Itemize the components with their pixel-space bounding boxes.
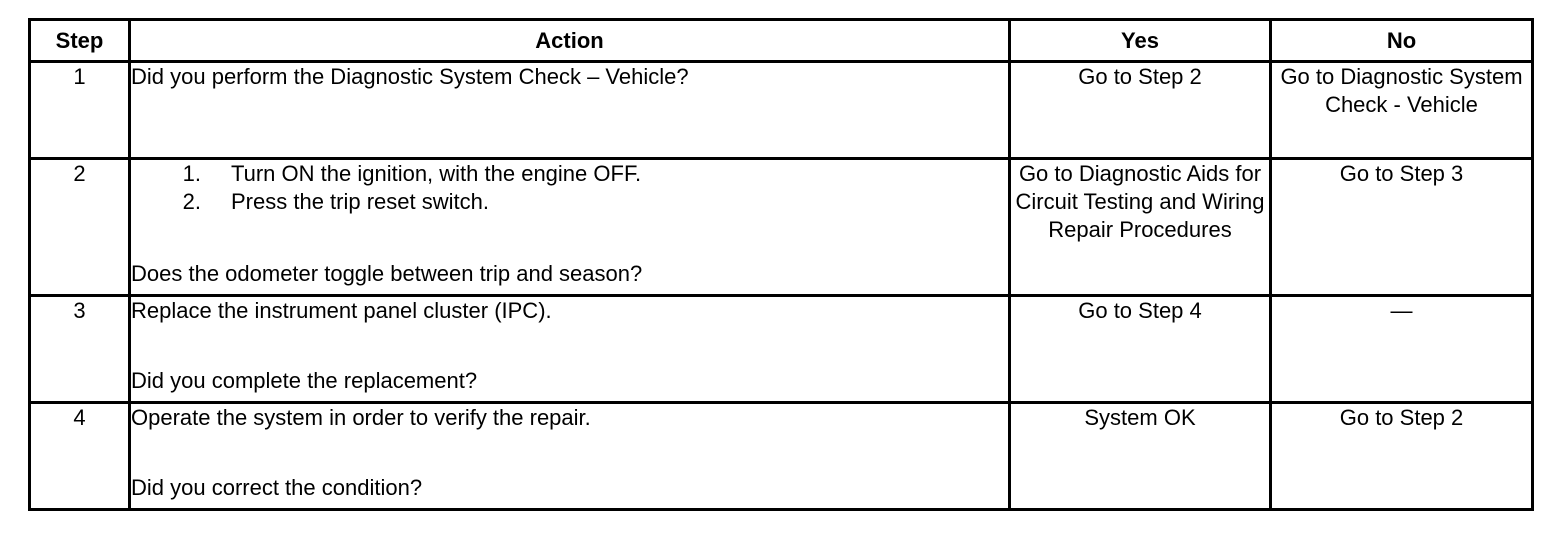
- list-item: [131, 188, 1008, 216]
- list-item: [131, 160, 1008, 188]
- list-item-number: 1.: [182, 161, 201, 186]
- list-item-number: 2.: [182, 189, 201, 214]
- step-number: 4: [30, 403, 130, 510]
- step-number: 1: [30, 62, 130, 159]
- yes-outcome: Go to Diagnostic Aids for Circuit Testing and Wiring Repair Procedures: [1010, 159, 1271, 296]
- no-outcome: Go to Step 3: [1271, 159, 1533, 296]
- action-question: Does the odometer toggle between trip and season?: [131, 261, 643, 286]
- table-row: [30, 296, 1533, 403]
- table-row: [30, 159, 1533, 296]
- no-outcome: Go to Diagnostic System Check - Vehicle: [1271, 62, 1533, 159]
- yes-outcome: Go to Step 2: [1010, 62, 1271, 159]
- action-cell: [130, 296, 1010, 403]
- action-cell: [130, 159, 1010, 296]
- step-number: 2: [30, 159, 130, 296]
- action-question: Did you perform the Diagnostic System Check – Vehicle?: [131, 64, 689, 89]
- no-outcome: Go to Step 2: [1271, 403, 1533, 510]
- header-yes: Yes: [1010, 20, 1271, 62]
- action-question: Did you complete the replacement?: [131, 368, 478, 393]
- list-item-text: Press the trip reset switch.: [231, 189, 489, 214]
- diagnostic-table: [28, 18, 1534, 511]
- action-cell: [130, 403, 1010, 510]
- table-row: [30, 403, 1533, 510]
- yes-outcome: Go to Step 4: [1010, 296, 1271, 403]
- header-step: Step: [30, 20, 130, 62]
- step-number: 3: [30, 296, 130, 403]
- action-instruction: Replace the instrument panel cluster (IPC).: [131, 298, 552, 323]
- action-steps-list: [131, 160, 1008, 216]
- yes-outcome: System OK: [1010, 403, 1271, 510]
- table-header-row: [30, 20, 1533, 62]
- header-action: Action: [130, 20, 1010, 62]
- action-question: Did you correct the condition?: [131, 475, 423, 500]
- header-no: No: [1271, 20, 1533, 62]
- table-row: [30, 62, 1533, 159]
- action-cell: [130, 62, 1010, 159]
- no-outcome: —: [1271, 296, 1533, 403]
- action-instruction: Operate the system in order to verify the repair.: [131, 405, 591, 430]
- list-item-text: Turn ON the ignition, with the engine OFF.: [231, 161, 642, 186]
